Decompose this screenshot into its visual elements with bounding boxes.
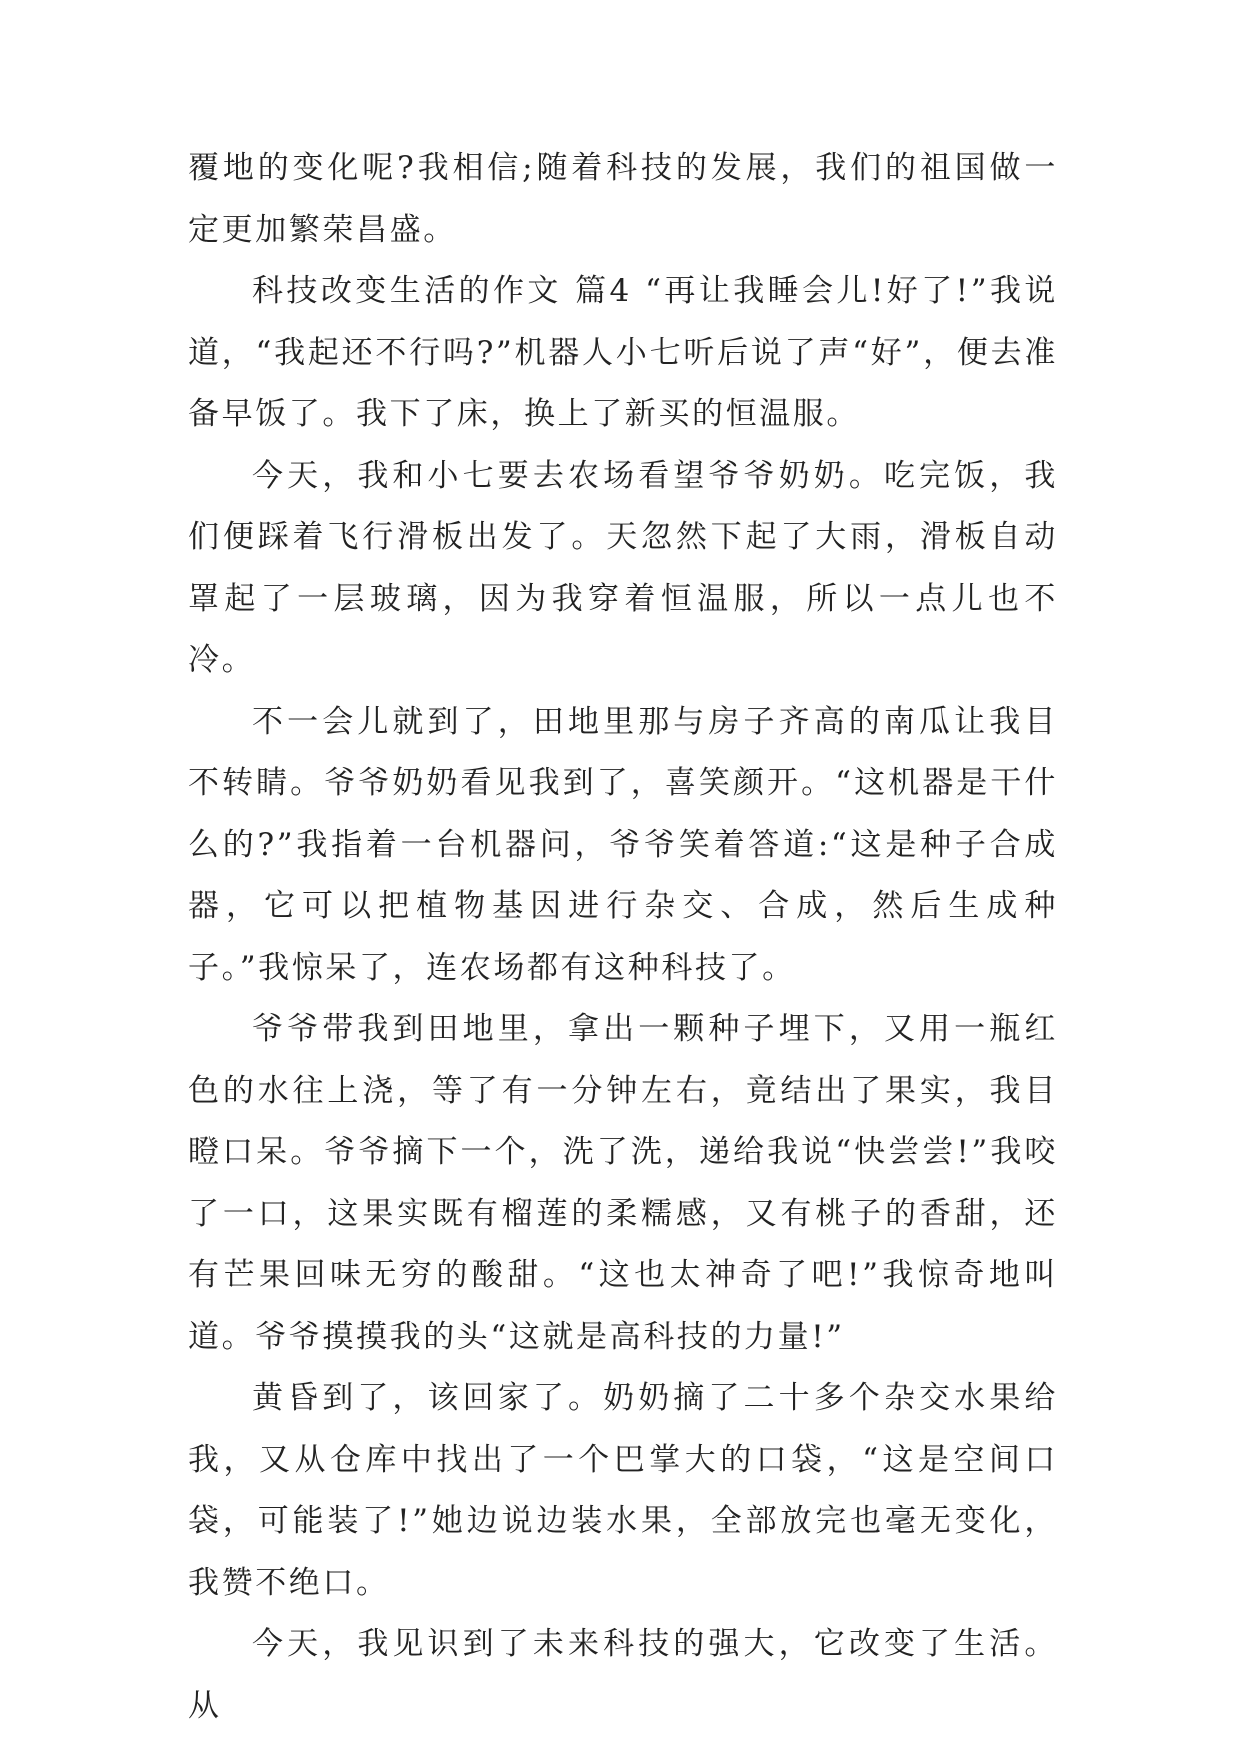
essay-text <box>188 138 1058 1737</box>
paragraph-conclusion: 今天，我见识到了未来科技的强大，它改变了生活。从 <box>188 1626 1058 1724</box>
paragraph-journey: 今天，我和小七要去农场看望爷爷奶奶。吃完饭，我们便踩着飞行滑板出发了。天忽然下起了大雨，滑板自动罩起了一层玻璃，因为我穿着恒温服，所以一点儿也不冷。 <box>188 457 1058 678</box>
paragraph-continuation: 覆地的变化呢?我相信;随着科技的发展，我们的祖国做一定更加繁荣昌盛。 <box>188 150 1058 248</box>
paragraph-essay-4-opening: 科技改变生活的作文 篇4 “再让我睡会儿!好了!”我说道，“我起还不行吗?”机器人小七听后说了声“好”，便去准备早饭了。我下了床，换上了新买的恒温服。 <box>188 273 1058 432</box>
paragraph-seed-machine: 不一会儿就到了，田地里那与房子齐高的南瓜让我目不转睛。爷爷奶奶看见我到了，喜笑颜开。“这机器是干什么的?”我指着一台机器问，爷爷笑着答道:“这是种子合成器，它可以把植物基因进行杂交、合成，然后生成种子。”我惊呆了，连农场都有这种科技了。 <box>188 703 1058 986</box>
paragraph-space-pocket: 黄昏到了，该回家了。奶奶摘了二十多个杂交水果给我，又从仓库中找出了一个巴掌大的口袋，“这是空间口袋，可能装了!”她边说边装水果，全部放完也毫无变化，我赞不绝口。 <box>188 1380 1058 1601</box>
paragraph-magic-fruit: 爷爷带我到田地里，拿出一颗种子埋下，又用一瓶红色的水往上浇，等了有一分钟左右，竟结出了果实，我目瞪口呆。爷爷摘下一个，洗了洗，递给我说“快尝尝!”我咬了一口，这果实既有榴莲的柔糯感，又有桃子的香甜，还有芒果回味无穷的酸甜。“这也太神奇了吧!”我惊奇地叫道。爷爷摸摸我的头“这就是高科技的力量!” <box>188 1011 1058 1355</box>
